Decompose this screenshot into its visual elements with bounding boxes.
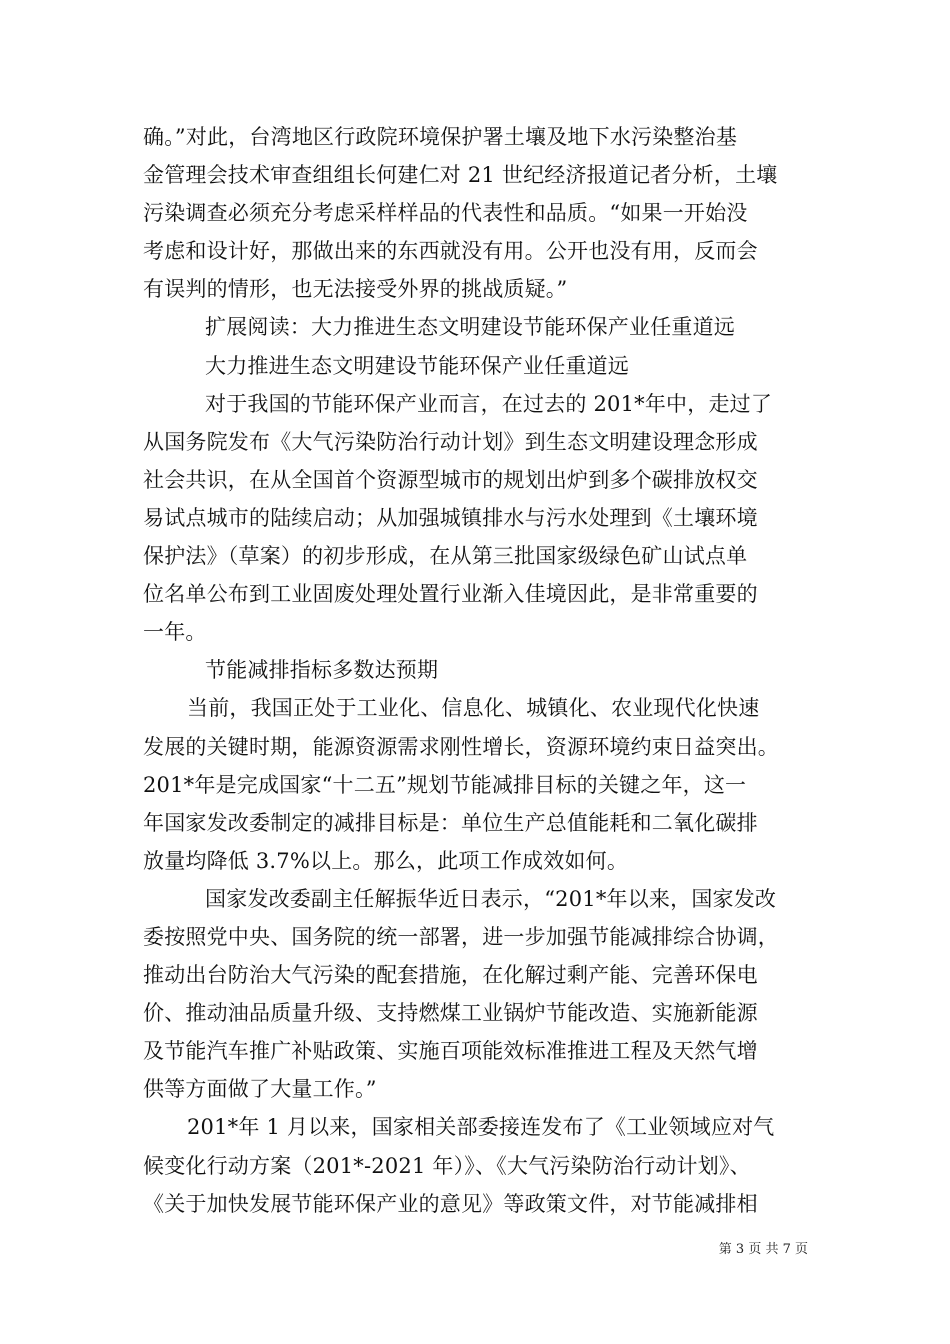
text-line: 国家发改委副主任解振华近日表示，“201*年以来，国家发改: [205, 886, 777, 911]
text-line: 及节能汽车推广补贴政策、实施百项能效标准推进工程及天然气增: [143, 1039, 758, 1064]
text-line: 《关于加快发展节能环保产业的意见》等政策文件，对节能减排相: [143, 1191, 758, 1216]
text-line: 价、推动油品质量升级、支持燃煤工业锅炉节能改造、实施新能源: [143, 1001, 758, 1026]
text-line: 易试点城市的陆续启动；从加强城镇排水与污水处理到《土壤环境: [143, 505, 758, 530]
text-line: 金管理会技术审查组组长何建仁对 21 世纪经济报道记者分析，土壤: [143, 163, 778, 188]
text-line: 位名单公布到工业固废处理处置行业渐入佳境因此，是非常重要的: [143, 582, 758, 607]
text-line: 放量均降低 3.7%以上。那么，此项工作成效如何。: [143, 848, 629, 873]
text-line: 201*年是完成国家“十二五”规划节能减排目标的关键之年，这一: [143, 772, 747, 797]
page-number-footer: 第 3 页 共 7 页: [718, 1242, 808, 1257]
text-line: 供等方面做了大量工作。”: [143, 1077, 377, 1102]
text-line: 扩展阅读：大力推进生态文明建设节能环保产业任重道远: [205, 315, 735, 340]
body-text: [143, 118, 823, 1223]
text-line: 有误判的情形，也无法接受外界的挑战质疑。”: [143, 277, 568, 302]
text-line: 一年。: [143, 620, 207, 645]
text-line: 节能减排指标多数达预期: [205, 658, 439, 683]
text-line: 确。”对此，台湾地区行政院环境保护署土壤及地下水污染整治基: [143, 125, 738, 149]
text-line: 候变化行动方案（201*-2021 年）》、《大气污染防治行动计划》、: [143, 1153, 751, 1178]
text-line: 从国务院发布《大气污染防治行动计划》到生态文明建设理念形成: [143, 429, 758, 454]
text-line: 考虑和设计好，那做出来的东西就没有用。公开也没有用，反而会: [143, 239, 758, 264]
text-line: 201*年 1 月以来，国家相关部委接连发布了《工业领域应对气: [187, 1115, 775, 1140]
text-line: 污染调查必须充分考虑采样样品的代表性和品质。“如果一开始没: [143, 201, 748, 226]
text-line: 年国家发改委制定的减排目标是：单位生产总值能耗和二氧化碳排: [143, 810, 758, 835]
text-line: 委按照党中央、国务院的统一部署，进一步加强节能减排综合协调，: [143, 924, 779, 949]
text-line: 发展的关键时期，能源资源需求刚性增长，资源环境约束日益突出。: [143, 734, 779, 759]
text-line: 保护法》（草案）的初步形成，在从第三批国家级绿色矿山试点单: [143, 544, 748, 569]
text-line: 对于我国的节能环保产业而言，在过去的 201*年中，走过了: [205, 391, 773, 416]
text-line: 大力推进生态文明建设节能环保产业任重道远: [205, 353, 629, 378]
text-line: 当前，我国正处于工业化、信息化、城镇化、农业现代化快速: [187, 696, 760, 721]
text-line: 推动出台防治大气污染的配套措施，在化解过剩产能、完善环保电: [143, 963, 758, 988]
text-line: 社会共识，在从全国首个资源型城市的规划出炉到多个碳排放权交: [143, 467, 758, 492]
